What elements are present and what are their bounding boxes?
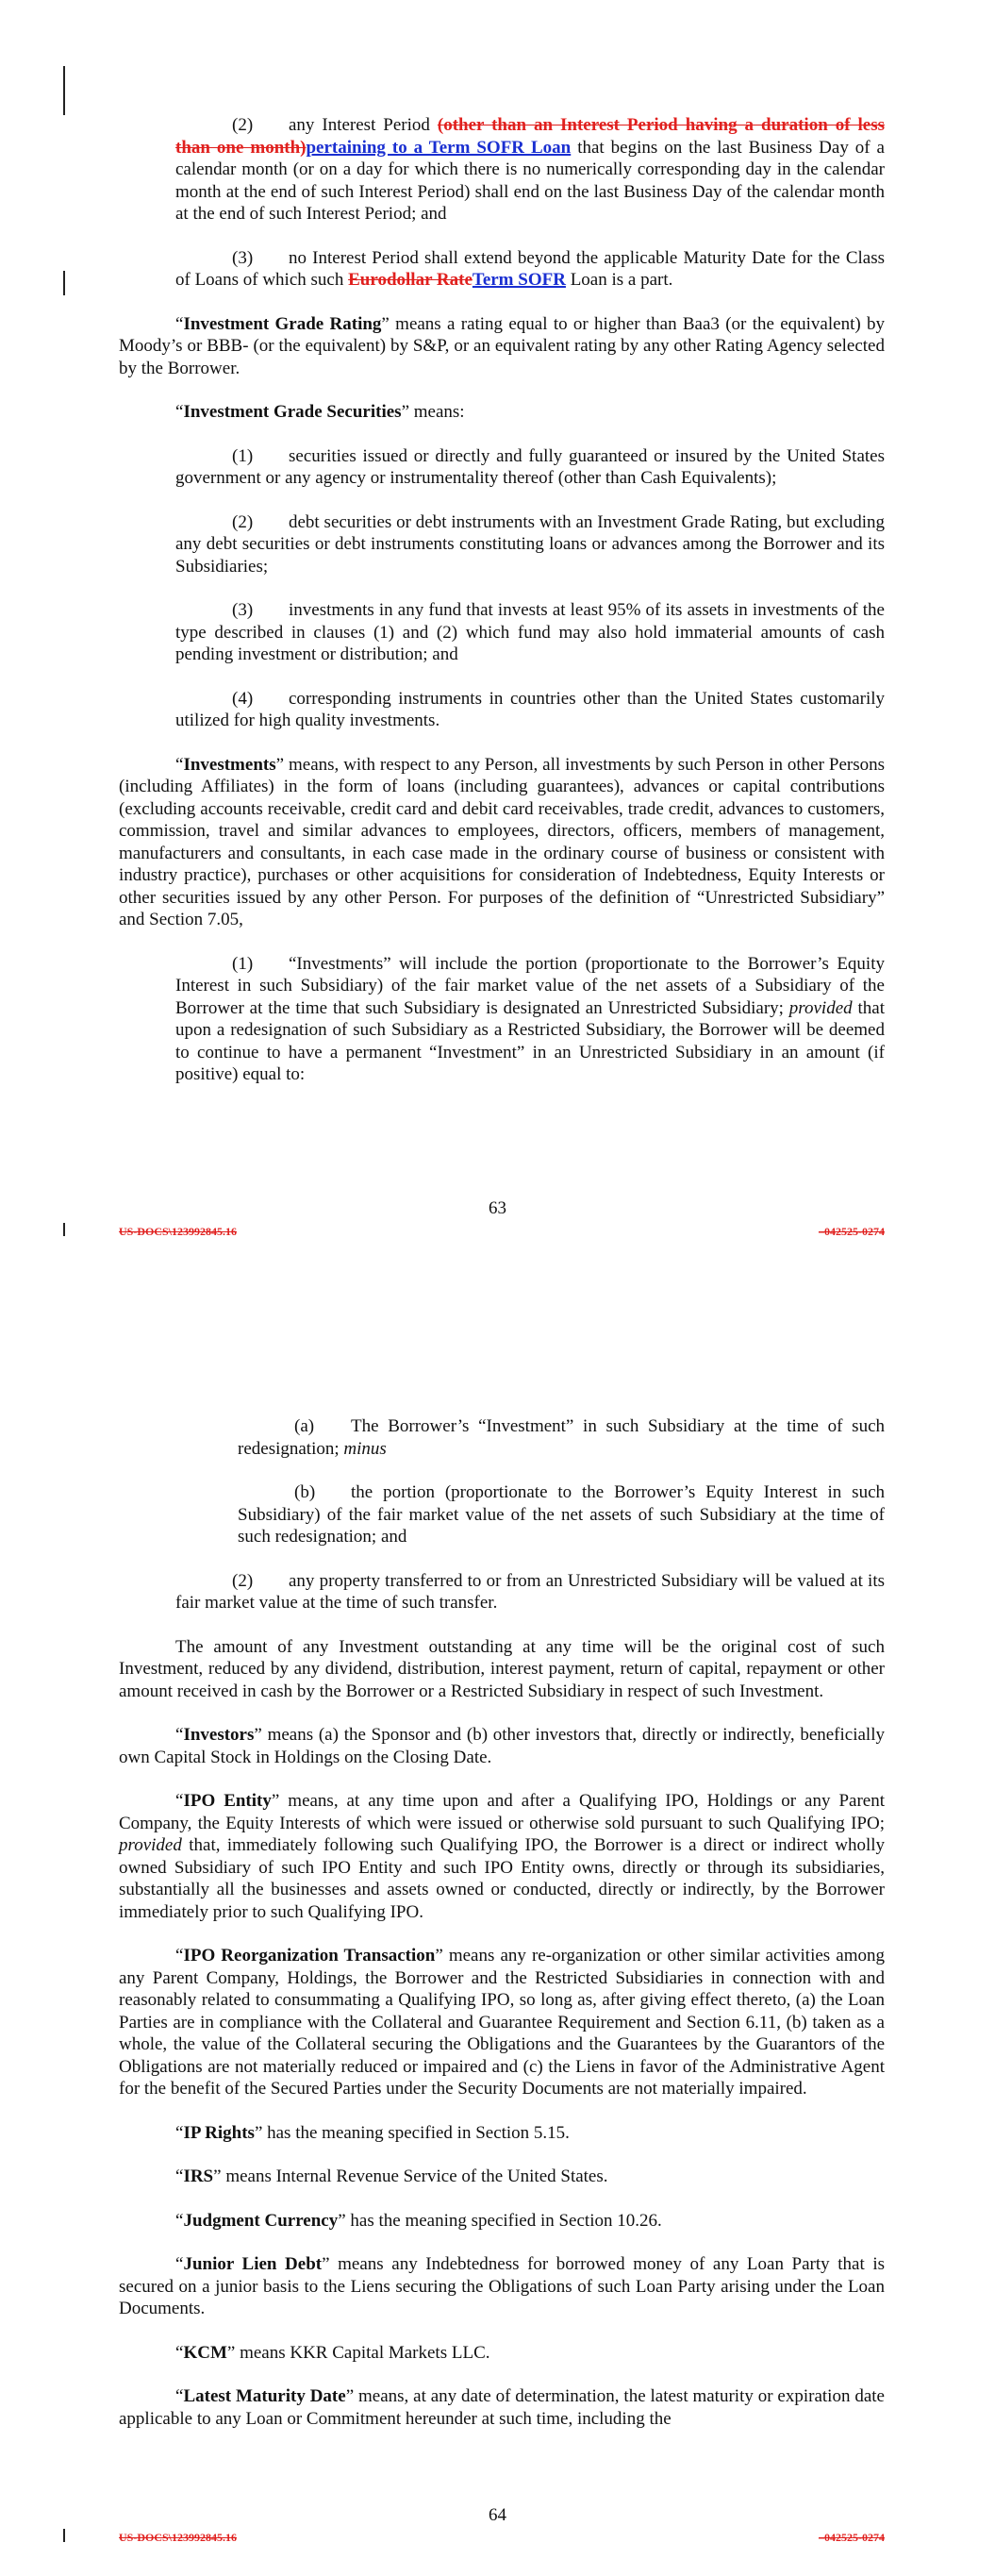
defined-term: IP Rights xyxy=(183,2122,255,2143)
clause-number: (1) xyxy=(232,953,254,974)
defined-term: IRS xyxy=(183,2166,214,2186)
page-64-body xyxy=(119,1415,885,2451)
definition-ipo-reorganization-transaction: “IPO Reorganization Transaction” means any re-organization or other similar activities among any Parent Company, Holdings, the Borrower and the Restricted Subsidiaries in connection with and reasonably related to consummating a Qualifying IPO, so long as, after giving effect thereto, (a) the Loan Parties are in compliance with the Collateral and Guarantee Requirement and Section 6.11, (b) taken as a whole, the value of the Collateral securing the Obligations and the Guarantees by the Guarantors of the Obligations are not materially reduced or impaired and (c) the Liens in favor of the Administrative Agent for the benefit of the Secured Parties under the Security Documents are not materially impaired. xyxy=(119,1946,885,2099)
defined-term: Investments xyxy=(183,754,276,775)
interest-period-clause-2: (2) any Interest Period (other than an Interest Period having a duration of less than one month)pertaining to a Term SOFR Loan that begins on the last Business Day of a calendar month (or on a day for which there is no numerically corresponding day in the calendar month at the end of such Interest Period) shall end on the last Business Day of the calendar month at the end of such Interest Period; and xyxy=(175,115,885,224)
deleted-text: Eurodollar Rate xyxy=(348,270,473,290)
inserted-text: pertaining to a Term SOFR Loan xyxy=(306,137,572,158)
defined-term: Investors xyxy=(183,1725,255,1745)
definition-irs: “IRS” means Internal Revenue Service of the United States. xyxy=(175,2166,608,2186)
clause-number: (2) xyxy=(232,511,254,532)
clause-number: (b) xyxy=(294,1482,316,1502)
defined-term: Judgment Currency xyxy=(183,2210,339,2231)
footer-doc-id: US-DOCS\123992845.16 xyxy=(119,1225,238,1238)
footer-matter-number: –042525-0274 xyxy=(819,2531,885,2544)
definition-investment-grade-rating: “Investment Grade Rating” means a rating equal to or higher than Baa3 (or the equivalent) by Moody’s or BBB- (or the equivalent) by S&P, or an equivalent rating by any other Rating Agency selected by the Borrower. xyxy=(119,313,885,378)
clause-number: (1) xyxy=(232,445,254,466)
clause-number: (2) xyxy=(232,1570,254,1591)
definition-ipo-entity: “IPO Entity” means, at any time upon and after a Qualifying IPO, Holdings or any Parent Company, the Equity Interests of which were issued or otherwise sold pursuant to such Qualifying IPO; provided that, immediately following such Qualifying IPO, the Borrower is a direct or indirect wholly owned Subsidiary of such IPO Entity and such IPO Entity owns, directly or through its subsidiaries, substantially all the businesses and assets owned or conducted, directly or indirectly, by the Borrower immediately prior to such Qualifying IPO. xyxy=(119,1791,886,1922)
investments-clause-1: (1) “Investments” will include the portion (proportionate to the Borrower’s Equity Interest in such Subsidiary) of the fair market value of the net assets of a Subsidiary of the Borrower at the time that such Subsidiary is designated an Unrestricted Subsidiary; provided that upon a redesignation of such Subsidiary as a Restricted Subsidiary, the Borrower will be deemed to continue to have a permanent “Investment” in an Unrestricted Subsidiary in an amount (if positive) equal to: xyxy=(175,953,885,1084)
securities-clause-4: (4) corresponding instruments in countries other than the United States customarily utilized for high quality investments. xyxy=(175,688,885,730)
redesignation-clause-a: (a) The Borrower’s “Investment” in such Subsidiary at the time of such redesignation; minus xyxy=(238,1416,885,1459)
page-number: 63 xyxy=(489,1198,506,1218)
change-bar xyxy=(63,1223,65,1236)
securities-clause-1: (1) securities issued or directly and fully guaranteed or insured by the United States government or any agency or instrumentality thereof (other than Cash Equivalents); xyxy=(175,445,885,488)
defined-term: Latest Maturity Date xyxy=(183,2386,346,2406)
definition-investment-grade-securities: “Investment Grade Securities” means: xyxy=(175,402,465,422)
clause-number: (a) xyxy=(294,1416,315,1436)
defined-term: Investment Grade Rating xyxy=(183,313,382,334)
definition-junior-lien-debt: “Junior Lien Debt” means any Indebtedness for borrowed money of any Loan Party that is secured on a junior basis to the Liens securing the Obligations of such Loan Party arising under the Loan Documents. xyxy=(119,2254,885,2318)
footer-doc-id: US-DOCS\123992845.16 xyxy=(119,2531,238,2544)
footer-matter-number: –042525-0274 xyxy=(819,1225,885,1238)
securities-clause-3: (3) investments in any fund that invests at least 95% of its assets in investments of the type described in clauses (1) and (2) which fund may also hold immaterial amounts of cash pending investment or distribution; and xyxy=(175,600,885,664)
definition-judgment-currency: “Judgment Currency” has the meaning specified in Section 10.26. xyxy=(175,2210,662,2231)
interest-period-clause-3: (3) no Interest Period shall extend beyond the applicable Maturity Date for the Class of Loans of which such Eurodollar RateTerm SOFR Loan is a part. xyxy=(175,247,885,290)
investments-clause-2: (2) any property transferred to or from an Unrestricted Subsidiary will be valued at its fair market value at the time of such transfer. xyxy=(175,1570,885,1613)
defined-term: KCM xyxy=(183,2342,227,2363)
document-page-63 xyxy=(0,0,995,1264)
change-bar xyxy=(63,66,65,115)
defined-term: Junior Lien Debt xyxy=(183,2254,323,2274)
clause-number: (4) xyxy=(232,688,254,709)
change-bar xyxy=(63,271,65,295)
defined-term: IPO Reorganization Transaction xyxy=(183,1946,436,1965)
definition-ip-rights: “IP Rights” has the meaning specified in Section 5.15. xyxy=(175,2122,570,2143)
defined-term: Investment Grade Securities xyxy=(183,402,402,422)
change-bar xyxy=(63,2529,65,2542)
investment-amount-paragraph: The amount of any Investment outstanding at any time will be the original cost of such Investment, reduced by any dividend, distribution, interest payment, return of capital, repayment or other amount received in cash by the Borrower or a Restricted Subsidiary in respect of such Investment. xyxy=(119,1636,885,1701)
deleted-text: (other than an Interest Period having a duration of less than one month) xyxy=(175,115,885,158)
page-number: 64 xyxy=(489,2505,506,2525)
clause-number: (3) xyxy=(232,600,254,620)
clause-number: (2) xyxy=(232,115,254,135)
defined-term: IPO Entity xyxy=(183,1791,272,1811)
page-63-body xyxy=(119,114,885,1108)
definition-kcm: “KCM” means KKR Capital Markets LLC. xyxy=(175,2342,490,2363)
redesignation-clause-b: (b) the portion (proportionate to the Borrower’s Equity Interest in such Subsidiary) of the fair market value of the net assets of such Subsidiary at the time of such redesignation; and xyxy=(238,1482,885,1547)
clause-number: (3) xyxy=(232,247,254,268)
document-page-64 xyxy=(0,1373,995,2576)
definition-investments: “Investments” means, with respect to any Person, all investments by such Person in other Persons (including Affiliates) in the form of loans (including guarantees), advances or capital contributions (excluding accounts receivable, credit card and debit card receivables, trade credit, advances to customers, commission, travel and similar advances to employees, directors, officers, members of management, manufacturers and consultants, in each case made in the ordinary course of business or consistent with industry practice), purchases or other acquisitions for consideration of Indebtedness, Equity Interests or other securities issued by any other Person. For purposes of the definition of “Unrestricted Subsidiary” and Section 7.05, xyxy=(119,754,885,929)
securities-clause-2: (2) debt securities or debt instruments with an Investment Grade Rating, but excluding any debt securities or debt instruments constituting loans or advances among the Borrower and its Subsidiaries; xyxy=(175,511,885,577)
definition-investors: “Investors” means (a) the Sponsor and (b) other investors that, directly or indirectly, beneficially own Capital Stock in Holdings on the Closing Date. xyxy=(119,1725,885,1767)
definition-latest-maturity-date: “Latest Maturity Date” means, at any date of determination, the latest maturity or expiration date applicable to any Loan or Commitment hereunder at such time, including the xyxy=(119,2386,885,2429)
inserted-text: Term SOFR xyxy=(472,270,566,290)
